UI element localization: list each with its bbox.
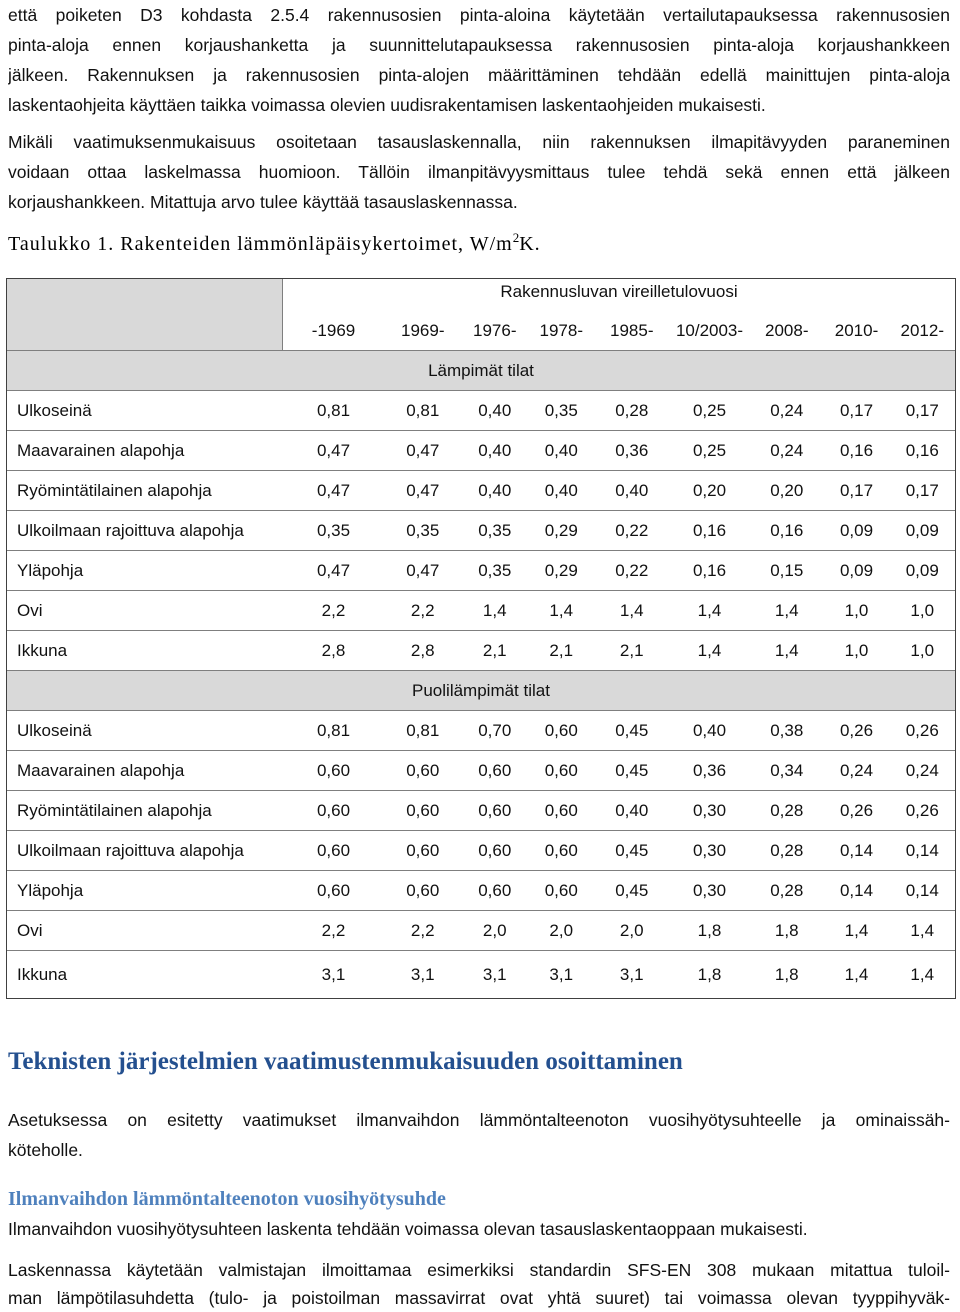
u-value-cell: 0,35: [478, 560, 512, 580]
u-value-cell: 2,2: [321, 600, 346, 620]
u-value-cell: 0,22: [615, 520, 649, 540]
table-row: [7, 591, 955, 631]
table-row: [7, 751, 955, 791]
row-label: Ulkoilmaan rajoittuva alapohja: [17, 520, 244, 540]
u-value-cell: 1,8: [774, 964, 799, 984]
row-label: Ikkuna: [17, 964, 68, 984]
u-value-cell: 0,60: [478, 840, 512, 860]
row-label: Ikkuna: [17, 640, 68, 660]
u-value-cell: 0,17: [839, 400, 874, 420]
table-row: [7, 711, 955, 751]
u-value-cell: 0,26: [905, 800, 939, 820]
u-value-cell: 0,14: [905, 840, 939, 860]
u-value-cell: 0,16: [770, 520, 804, 540]
year-column-header: -1969: [311, 320, 356, 340]
u-value-cell: 0,81: [406, 400, 440, 420]
u-value-cell: 0,60: [406, 840, 440, 860]
u-value-cell: 1,4: [697, 600, 722, 620]
u-value-cell: 0,22: [615, 560, 649, 580]
u-value-cell: 0,60: [544, 840, 578, 860]
table-caption: [8, 229, 541, 259]
row-label: Yläpohja: [17, 880, 84, 900]
u-value-cell: 0,28: [770, 840, 804, 860]
table-row: [7, 831, 955, 871]
u-value-cell: 3,1: [549, 964, 574, 984]
u-value-cell: 1,4: [619, 600, 644, 620]
u-value-cell: 0,15: [770, 560, 804, 580]
u-value-cell: 1,4: [774, 640, 799, 660]
table-row: [7, 911, 955, 951]
row-label: Yläpohja: [17, 560, 84, 580]
table-body: [7, 351, 955, 998]
row-label: Ovi: [17, 600, 43, 620]
u-value-cell: 0,47: [316, 480, 351, 500]
paragraph-airtightness: [8, 127, 950, 217]
section-heading: Teknisten järjestelmien vaatimustenmukaisuuden osoittaminen: [8, 1048, 683, 1075]
text-line: Laskennassa käytetään valmistajan ilmoittamaa esimerkiksi standardin SFS-EN 308 mukaan mitattua tuloil-: [8, 1260, 950, 1280]
text-line: jälkeen. Rakennuksen ja rakennusosien pinta-alojen määrittäminen tehdään edellä mainittujen pinta-aloja: [8, 65, 950, 85]
u-value-cell: 3,1: [321, 964, 346, 984]
u-value-cell: 0,47: [406, 440, 440, 460]
u-value-cell: 2,2: [410, 600, 435, 620]
table-row: [7, 551, 955, 591]
table-row: [7, 791, 955, 831]
year-column-header: 1969-: [401, 320, 445, 340]
u-value-cell: 0,26: [839, 800, 874, 820]
u-value-cell: 2,0: [549, 920, 574, 940]
u-value-table: [6, 278, 956, 999]
u-value-cell: 2,2: [321, 920, 346, 940]
u-value-cell: 0,24: [905, 760, 939, 780]
u-value-cell: 1,4: [774, 600, 799, 620]
text-line: laskentaohjeita käyttäen taikka voimassa olevien uudisrakentamisen laskentaohjeiden mukaisesti.: [8, 95, 766, 115]
year-header-row: [283, 311, 955, 350]
u-value-cell: 0,16: [692, 520, 727, 540]
u-value-cell: 0,17: [905, 400, 939, 420]
u-value-cell: 2,8: [321, 640, 346, 660]
u-value-cell: 2,0: [619, 920, 644, 940]
u-value-cell: 0,47: [316, 440, 351, 460]
table-corner-cell: [7, 279, 283, 350]
u-value-cell: 0,28: [770, 800, 804, 820]
u-value-cell: 0,40: [544, 480, 578, 500]
u-value-cell: 1,8: [697, 920, 722, 940]
u-value-cell: 2,1: [619, 640, 644, 660]
u-value-cell: 3,1: [482, 964, 507, 984]
u-value-cell: 2,1: [482, 640, 507, 660]
table-header: [7, 279, 955, 351]
row-label: Maavarainen alapohja: [17, 440, 185, 460]
u-value-cell: 0,17: [839, 480, 874, 500]
section-title: Puolilämpimät tilat: [412, 680, 550, 700]
u-value-cell: 0,16: [839, 440, 874, 460]
u-value-cell: 0,26: [839, 720, 874, 740]
u-value-cell: 0,25: [692, 440, 727, 460]
table-row: [7, 871, 955, 911]
u-value-cell: 0,28: [615, 400, 649, 420]
year-column-header: 2012-: [900, 320, 944, 340]
u-value-cell: 0,40: [615, 800, 649, 820]
table-row: [7, 431, 955, 471]
u-value-cell: 1,4: [910, 964, 935, 984]
u-value-cell: 0,60: [316, 840, 351, 860]
u-value-cell: 0,36: [692, 760, 727, 780]
text-line: man lämpötilasuhdetta (tulo- ja poistoilman massavirrat ovat yhtä suuret) tai voimassa olevan tyyppihyväk-: [8, 1288, 950, 1308]
u-value-cell: 0,35: [406, 520, 440, 540]
u-value-cell: 0,38: [770, 720, 804, 740]
year-column-header: 1978-: [539, 320, 583, 340]
table-section-row: [7, 351, 955, 391]
u-value-cell: 0,45: [615, 760, 649, 780]
u-value-cell: 0,60: [544, 720, 578, 740]
u-value-cell: 1,4: [844, 964, 869, 984]
u-value-cell: 0,40: [478, 480, 512, 500]
u-value-cell: 0,36: [615, 440, 649, 460]
u-value-cell: 2,0: [482, 920, 507, 940]
year-column-header: 1976-: [473, 320, 517, 340]
table-row: [7, 511, 955, 551]
u-value-cell: 0,20: [770, 480, 804, 500]
u-value-cell: 1,0: [910, 640, 935, 660]
u-value-cell: 0,14: [839, 840, 874, 860]
row-label: Ryömintätilainen alapohja: [17, 480, 212, 500]
text-line: Asetuksessa on esitetty vaatimukset ilmanvaihdon lämmöntalteenoton vuosihyötysuhteelle ja ominaissäh-: [8, 1110, 950, 1130]
table-row: [7, 471, 955, 511]
u-value-cell: 0,09: [839, 520, 874, 540]
u-value-cell: 0,40: [478, 440, 512, 460]
table-row: [7, 951, 955, 998]
u-value-cell: 0,60: [316, 800, 351, 820]
u-value-cell: 0,60: [406, 880, 440, 900]
caption-text-end: K.: [519, 233, 541, 255]
u-value-cell: 0,20: [692, 480, 727, 500]
u-value-cell: 0,45: [615, 840, 649, 860]
u-value-cell: 1,0: [844, 600, 869, 620]
u-value-cell: 0,35: [544, 400, 578, 420]
year-column-header: 1985-: [610, 320, 654, 340]
u-value-cell: 0,30: [692, 880, 727, 900]
text-line: Mikäli vaatimuksenmukaisuus osoitetaan tasauslaskennalla, niin rakennuksen ilmapitävyyden paraneminen: [8, 132, 950, 152]
text-line: köteholle.: [8, 1140, 83, 1160]
u-value-cell: 1,4: [910, 920, 935, 940]
u-value-cell: 0,60: [544, 800, 578, 820]
u-value-cell: 1,4: [549, 600, 574, 620]
row-label: Ulkoseinä: [17, 400, 92, 420]
u-value-cell: 0,60: [316, 760, 351, 780]
caption-superscript: 2: [512, 230, 520, 245]
u-value-cell: 0,60: [406, 800, 440, 820]
u-value-cell: 0,16: [692, 560, 727, 580]
caption-text: Taulukko 1. Rakenteiden lämmönläpäisykertoimet, W/m: [8, 233, 513, 255]
u-value-cell: 0,81: [316, 400, 351, 420]
u-value-cell: 0,30: [692, 840, 727, 860]
u-value-cell: 0,81: [406, 720, 440, 740]
row-label: Ulkoseinä: [17, 720, 92, 740]
subsection-heading: Ilmanvaihdon lämmöntalteenoton vuosihyötysuhde: [8, 1188, 446, 1210]
u-value-cell: 1,4: [844, 920, 869, 940]
u-value-cell: 0,60: [406, 760, 440, 780]
table-section-row: [7, 671, 955, 711]
row-label: Ovi: [17, 920, 43, 940]
table-row: [7, 391, 955, 431]
u-value-cell: 2,8: [410, 640, 435, 660]
u-value-cell: 1,4: [482, 600, 507, 620]
text-line: että poiketen D3 kohdasta 2.5.4 rakennusosien pinta-aloina käytetään vertailutapauksessa rakennusosien: [8, 5, 950, 25]
u-value-cell: 1,0: [844, 640, 869, 660]
u-value-cell: 1,8: [774, 920, 799, 940]
u-value-cell: 0,28: [770, 880, 804, 900]
u-value-cell: 1,0: [910, 600, 935, 620]
u-value-cell: 2,2: [410, 920, 435, 940]
paragraph-calculation-method: [8, 1256, 950, 1312]
u-value-cell: 0,40: [478, 400, 512, 420]
text-line: pinta-aloja ennen korjaushanketta ja suunnittelutapauksessa rakennusosien pinta-aloja korjaushankkeen: [8, 35, 950, 55]
u-value-cell: 0,40: [544, 440, 578, 460]
u-value-cell: 0,60: [478, 800, 512, 820]
u-value-cell: 0,26: [905, 720, 939, 740]
u-value-cell: 0,24: [770, 400, 804, 420]
u-value-cell: 0,30: [692, 800, 727, 820]
u-value-cell: 0,60: [478, 880, 512, 900]
u-value-cell: 0,47: [406, 560, 440, 580]
u-value-cell: 0,35: [316, 520, 351, 540]
u-value-cell: 0,09: [905, 560, 939, 580]
u-value-cell: 0,81: [316, 720, 351, 740]
u-value-cell: 0,14: [905, 880, 939, 900]
paragraph-area-calculation: [8, 0, 950, 120]
row-label: Ryömintätilainen alapohja: [17, 800, 212, 820]
text-line: voidaan ottaa laskelmassa huomioon. Tällöin ilmanpitävyysmittaus tulee tehdä sekä ennen että jälkeen: [8, 162, 950, 182]
year-column-header: 2008-: [765, 320, 809, 340]
u-value-cell: 0,25: [692, 400, 727, 420]
u-value-cell: 0,29: [544, 520, 578, 540]
u-value-cell: 0,45: [615, 880, 649, 900]
u-value-cell: 0,47: [406, 480, 440, 500]
u-value-cell: 0,60: [316, 880, 351, 900]
u-value-cell: 0,35: [478, 520, 512, 540]
u-value-cell: 0,29: [544, 560, 578, 580]
u-value-cell: 0,09: [905, 520, 939, 540]
u-value-cell: 2,1: [549, 640, 574, 660]
table-group-header: Rakennusluvan vireilletulovuosi: [500, 282, 738, 301]
u-value-cell: 0,47: [316, 560, 351, 580]
u-value-cell: 1,8: [697, 964, 722, 984]
table-header-years-area: [283, 279, 955, 350]
u-value-cell: 0,60: [544, 880, 578, 900]
year-column-header: 2010-: [834, 320, 879, 340]
year-column-header: 10/2003-: [675, 320, 744, 340]
row-label: Maavarainen alapohja: [17, 760, 185, 780]
text-line: korjaushankkeen. Mitattuja arvo tulee käyttää tasauslaskennassa.: [8, 192, 518, 212]
u-value-cell: 0,40: [692, 720, 727, 740]
section-title: Lämpimät tilat: [428, 360, 534, 380]
u-value-cell: 0,70: [478, 720, 512, 740]
u-value-cell: 0,24: [839, 760, 874, 780]
u-value-cell: 0,17: [905, 480, 939, 500]
u-value-cell: 0,60: [478, 760, 512, 780]
u-value-cell: 0,09: [839, 560, 874, 580]
u-value-cell: 0,16: [905, 440, 939, 460]
u-value-cell: 1,4: [697, 640, 722, 660]
u-value-cell: 0,60: [544, 760, 578, 780]
paragraph-annual-efficiency: [8, 1214, 950, 1244]
u-value-cell: 3,1: [619, 964, 644, 984]
text-line: Ilmanvaihdon vuosihyötysuhteen laskenta tehdään voimassa olevan tasauslaskentaoppaan mukaisesti.: [8, 1219, 808, 1239]
table-row: [7, 631, 955, 671]
u-value-cell: 3,1: [410, 964, 435, 984]
u-value-cell: 0,40: [615, 480, 649, 500]
u-value-cell: 0,45: [615, 720, 649, 740]
u-value-cell: 0,34: [770, 760, 804, 780]
row-label: Ulkoilmaan rajoittuva alapohja: [17, 840, 244, 860]
u-value-cell: 0,24: [770, 440, 804, 460]
u-value-cell: 0,14: [839, 880, 874, 900]
paragraph-requirements: [8, 1105, 950, 1165]
